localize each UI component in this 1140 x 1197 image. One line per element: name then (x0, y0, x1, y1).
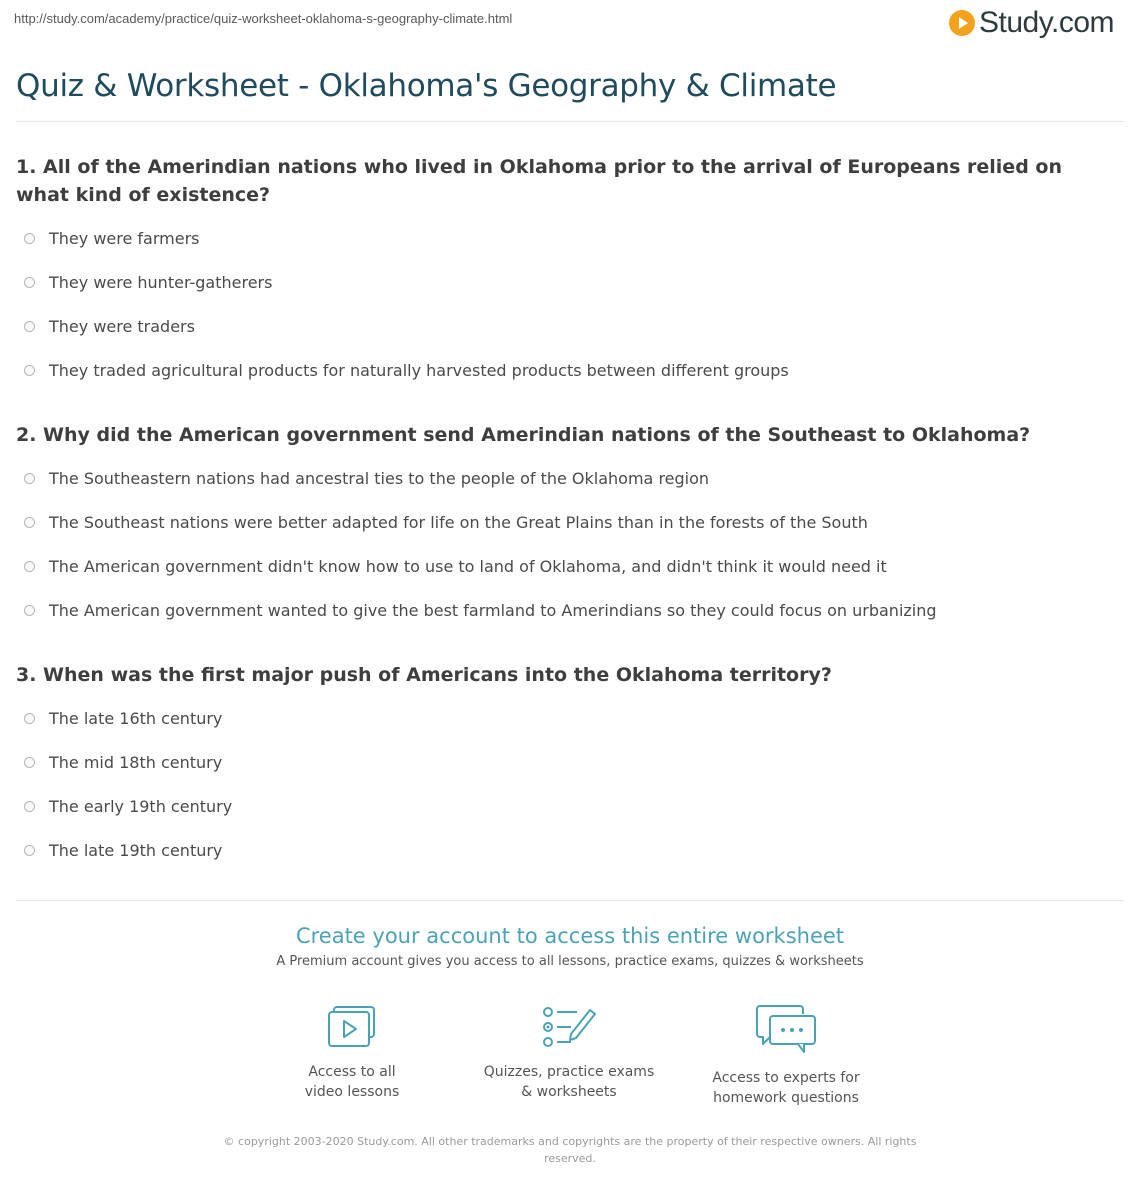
answer-label: The late 19th century (49, 840, 223, 860)
radio-button[interactable] (24, 277, 35, 288)
question-text: 3. When was the first major push of Americans into the Oklahoma territory? (16, 664, 832, 686)
feature-video-lessons (252, 1004, 452, 1102)
feature-label-line: Access to all (308, 1064, 396, 1080)
promo-divider (16, 900, 1124, 901)
radio-button[interactable] (24, 605, 35, 616)
answer-option[interactable] (16, 456, 1116, 500)
feature-label-line: Access to experts for (712, 1070, 860, 1086)
answer-option[interactable] (16, 588, 1116, 632)
title-divider (16, 121, 1124, 122)
logo-text: Study.com (979, 6, 1114, 39)
answer-option[interactable] (16, 216, 1116, 260)
answer-option[interactable] (16, 544, 1116, 588)
page-url: http://study.com/academy/practice/quiz-worksheet-oklahoma-s-geography-climate.html (14, 11, 513, 26)
answer-option[interactable] (16, 260, 1116, 304)
answer-list (16, 456, 1116, 632)
answer-list (16, 216, 1116, 392)
feature-quizzes (469, 1004, 669, 1102)
radio-button[interactable] (24, 321, 35, 332)
question-1 (16, 153, 1116, 392)
radio-button[interactable] (24, 365, 35, 376)
feature-label-line: homework questions (713, 1090, 859, 1106)
question-2 (16, 421, 1116, 632)
answer-option[interactable] (16, 784, 1116, 828)
answer-option[interactable] (16, 740, 1116, 784)
answer-list (16, 696, 1116, 872)
page-title: Quiz & Worksheet - Oklahoma's Geography & Climate (16, 68, 837, 104)
promo-title-link[interactable]: Create your account to access this entire worksheet (295, 924, 845, 948)
radio-button[interactable] (24, 561, 35, 572)
question-text: 1. All of the Amerindian nations who lived in Oklahoma prior to the arrival of Europeans relied on what kind of existence? (16, 156, 1062, 206)
answer-label: The late 16th century (49, 708, 223, 728)
answer-option[interactable] (16, 348, 1116, 392)
radio-button[interactable] (24, 845, 35, 856)
feature-label-line: video lessons (304, 1084, 400, 1100)
answer-label: They were hunter-gatherers (49, 272, 273, 292)
question-3 (16, 661, 1116, 872)
copyright-text: © copyright 2003-2020 Study.com. All other trademarks and copyrights are the property of their respective owners. All rights reserved. (223, 1135, 917, 1165)
answer-label: The American government didn't know how to use to land of Oklahoma, and didn't think it would need it (49, 556, 887, 576)
radio-button[interactable] (24, 757, 35, 768)
feature-label-line: & worksheets (521, 1084, 617, 1100)
study-logo[interactable] (949, 6, 1114, 40)
radio-button[interactable] (24, 473, 35, 484)
quiz-checklist-icon (541, 1004, 597, 1050)
feature-experts (686, 1004, 886, 1108)
answer-option[interactable] (16, 696, 1116, 740)
feature-label (686, 1068, 886, 1108)
play-logo-icon (949, 10, 975, 36)
feature-label-line: Quizzes, practice exams (483, 1064, 655, 1080)
answer-option[interactable] (16, 304, 1116, 348)
answer-option[interactable] (16, 500, 1116, 544)
radio-button[interactable] (24, 713, 35, 724)
answer-label: The Southeastern nations had ancestral ties to the people of the Oklahoma region (49, 468, 710, 488)
feature-label (469, 1062, 669, 1102)
answer-option[interactable] (16, 828, 1116, 872)
answer-label: The Southeast nations were better adapted for life on the Great Plains than in the forests of the South (49, 512, 868, 532)
answer-label: They were traders (49, 316, 195, 336)
answer-label: The early 19th century (49, 796, 233, 816)
promo-subtitle: A Premium account gives you access to all lessons, practice exams, quizzes & worksheets (276, 954, 864, 969)
question-text: 2. Why did the American government send Amerindian nations of the Southeast to Oklahoma? (16, 424, 1031, 446)
radio-button[interactable] (24, 801, 35, 812)
answer-label: They were farmers (49, 228, 200, 248)
chat-bubbles-icon (754, 1004, 818, 1056)
radio-button[interactable] (24, 233, 35, 244)
radio-button[interactable] (24, 517, 35, 528)
video-lessons-icon (325, 1004, 379, 1050)
answer-label: The mid 18th century (49, 752, 223, 772)
answer-label: They traded agricultural products for naturally harvested products between different groups (49, 360, 789, 380)
answer-label: The American government wanted to give the best farmland to Amerindians so they could focus on urbanizing (49, 600, 937, 620)
feature-label (252, 1062, 452, 1102)
